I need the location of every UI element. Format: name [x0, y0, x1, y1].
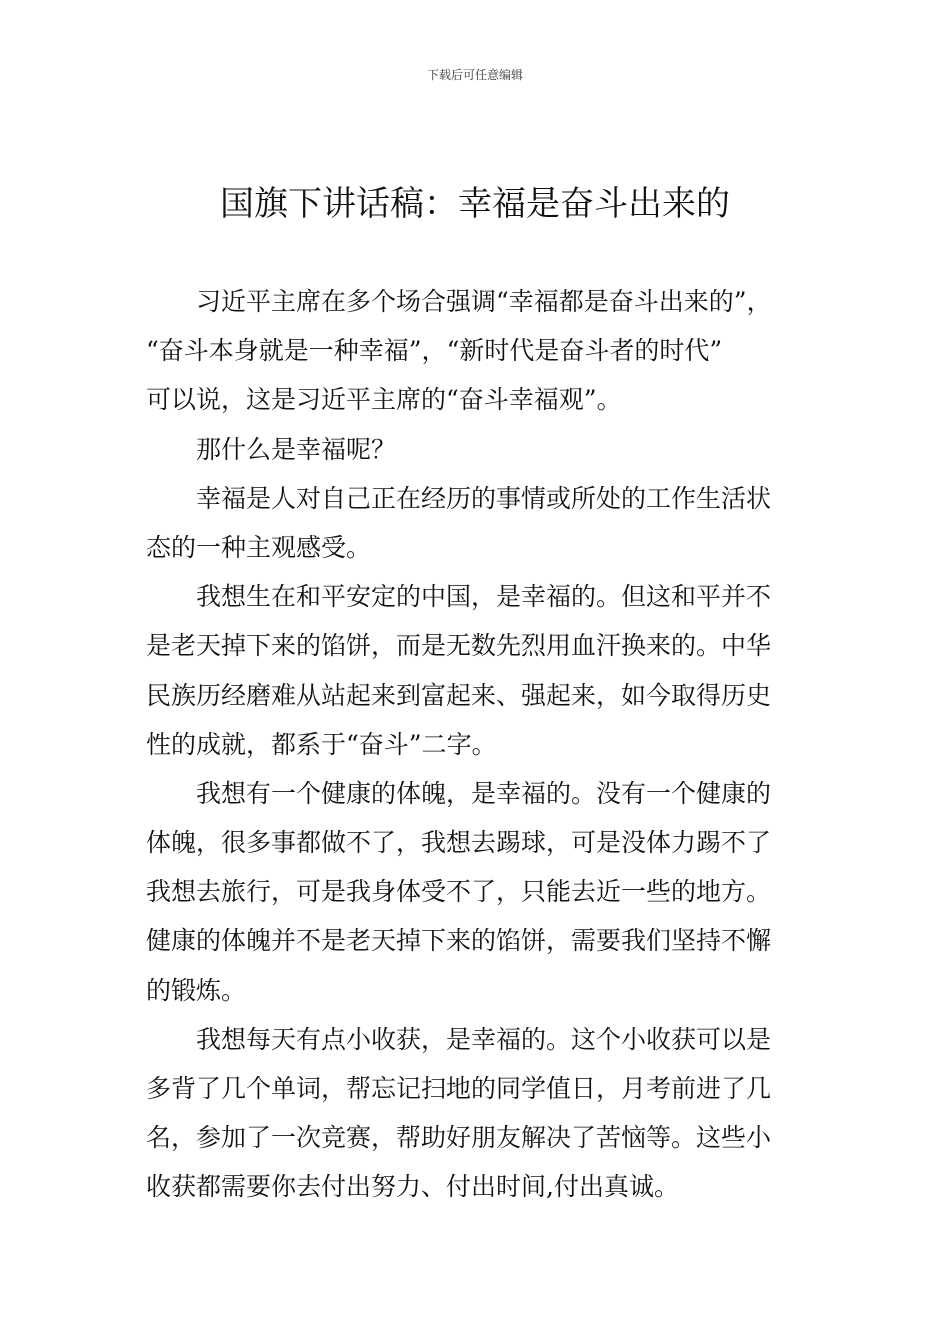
paragraph-1-line-3: 可以说，这是习近平主席的“奋斗幸福观”。	[146, 385, 622, 415]
page-header-note: 下载后可任意编辑	[426, 68, 523, 82]
paragraph-1-line-2: “奋斗本身就是一种幸福”，“新时代是奋斗者的时代”	[146, 336, 723, 366]
paragraph-4-line-1: 我想生在和平安定的中国，是幸福的。但这和平并不	[196, 582, 772, 612]
paragraph-6-line-3: 名，参加了一次竞赛，帮助好朋友解决了苦恼等。这些小	[146, 1123, 772, 1153]
paragraph-4-line-4: 性的成就，都系于“奋斗”二字。	[146, 729, 497, 759]
paragraph-6-line-1: 我想每天有点小收获，是幸福的。这个小收获可以是	[196, 1024, 772, 1054]
paragraph-6-line-2: 多背了几个单词，帮忘记扫地的同学值日，月考前进了几	[146, 1074, 772, 1103]
paragraph-3-line-2: 态的一种主观感受。	[146, 532, 372, 562]
paragraph-2-line-1: 那什么是幸福呢？	[196, 434, 397, 464]
paragraph-5-line-3: 我想去旅行，可是我身体受不了，只能去近一些的地方。	[146, 877, 772, 907]
paragraph-5-line-1: 我想有一个健康的体魄，是幸福的。没有一个健康的	[196, 778, 772, 808]
paragraph-5-line-2: 体魄，很多事都做不了，我想去踢球，可是没体力踢不了	[146, 828, 772, 858]
paragraph-5-line-4: 健康的体魄并不是老天掉下来的馅饼，需要我们坚持不懈	[146, 926, 772, 956]
paragraph-1-line-1: 习近平主席在多个场合强调“幸福都是奋斗出来的”，	[196, 287, 772, 316]
document-body	[146, 277, 846, 1212]
paragraph-6-line-4: 收获都需要你去付出努力、付出时间,付出真诚。	[146, 1172, 679, 1202]
document-title: 国旗下讲话稿：幸福是奋斗出来的	[220, 184, 730, 224]
paragraph-3-line-1: 幸福是人对自己正在经历的事情或所处的工作生活状	[196, 483, 772, 513]
paragraph-4-line-2: 是老天掉下来的馅饼，而是无数先烈用血汗换来的。中华	[146, 631, 772, 661]
paragraph-5-line-5: 的锻炼。	[146, 975, 247, 1005]
paragraph-4-line-3: 民族历经磨难从站起来到富起来、强起来，如今取得历史	[146, 680, 772, 710]
